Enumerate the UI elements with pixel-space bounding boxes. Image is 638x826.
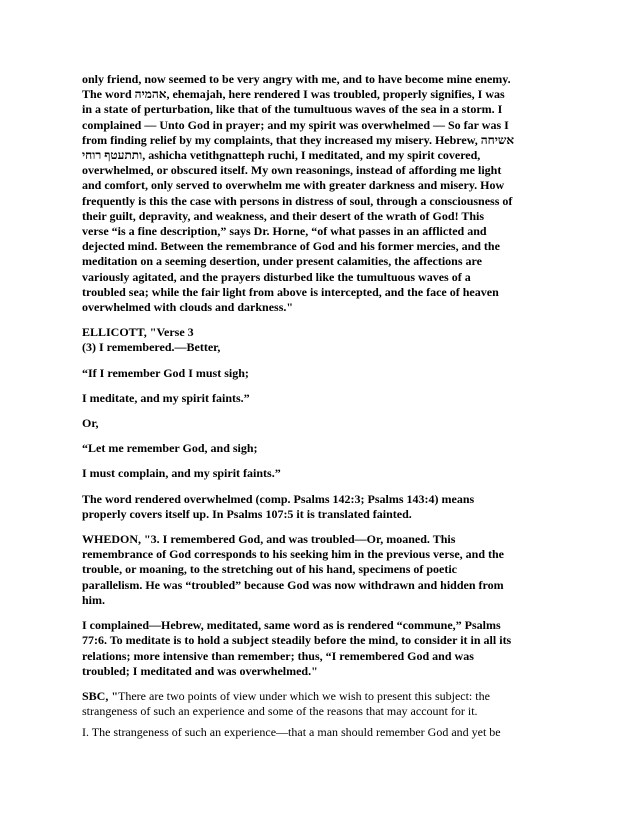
line-text: I meditate, and my spirit faints.” (82, 390, 250, 405)
paragraph-p10 (82, 618, 560, 679)
line-text: trouble, or moaning, to the stretching out of his hand, specimens of poetic (82, 562, 458, 577)
line-text: and comfort, only served to overwhelm me with greater darkness and misery. How (82, 178, 505, 193)
line-text: in a state of perturbation, like that of the tumultuous waves of the sea in a storm. I (82, 102, 503, 117)
text-line (82, 87, 560, 102)
text-line (82, 72, 560, 87)
line-text: “If I remember God I must sigh; (82, 365, 249, 380)
line-text: their guilt, depravity, and weakness, and their desert of the wrath of God! This (82, 208, 485, 223)
text-line (82, 441, 560, 456)
line-text: only friend, now seemed to be very angry with me, and to have become mine enemy. (82, 72, 511, 86)
text-line (82, 725, 560, 740)
text-line (82, 118, 560, 133)
text-line (82, 532, 560, 547)
line-text: 77:6. To meditate is to hold a subject steadily before the mind, to consider it in all its (82, 633, 512, 648)
text-line (82, 194, 560, 209)
line-text: ותתעטף רוחי, ashicha vetithgnatteph ruchi, I meditated, and my spirit covered, (82, 148, 481, 163)
line-text: relations; more intensive than remember; thus, “I remembered God and was (82, 648, 474, 663)
text-line (82, 366, 560, 381)
text-line (82, 593, 560, 608)
text-line (82, 178, 560, 193)
line-text: (3) I remembered.—Better, (82, 340, 221, 355)
text-line (82, 148, 560, 163)
paragraph-lead: SBC, " (82, 688, 119, 703)
paragraph-p6 (82, 441, 560, 456)
text-line (82, 562, 560, 577)
paragraph-p4 (82, 391, 560, 406)
text-line (82, 466, 560, 481)
paragraph-p9 (82, 532, 560, 608)
line-text: him. (82, 592, 106, 607)
text-line (82, 102, 560, 117)
text-line (82, 416, 560, 431)
text-line (82, 578, 560, 593)
line-text: frequently is this the case with persons in distress of soul, through a consciousness of (82, 193, 513, 208)
text-line (82, 547, 560, 562)
line-text: troubled; I meditated and was overwhelmed." (82, 663, 318, 678)
line-text: troubled sea; while the fair light from above is intercepted, and the face of heaven (82, 284, 499, 299)
text-line (82, 163, 560, 178)
line-text: overwhelmed, or obscured itself. My own reasonings, instead of affording me light (82, 163, 502, 178)
line-text: The word rendered overwhelmed (comp. Psalms 142:3; Psalms 143:4) means (82, 491, 475, 506)
line-text: dejected mind. Between the remembrance of God and his former mercies, and the (82, 239, 500, 254)
text-line (82, 300, 560, 315)
text-line (82, 209, 560, 224)
text-line (82, 704, 560, 719)
line-text: complained — Unto God in prayer; and my spirit was overwhelmed — So far was I (82, 117, 509, 132)
text-line (82, 325, 560, 340)
line-text: parallelism. He was “troubled” because God was now withdrawn and hidden from (82, 577, 504, 592)
line-text: overwhelmed with clouds and darkness." (82, 300, 294, 315)
text-line (82, 133, 560, 148)
text-line (82, 689, 560, 704)
paragraph-p5 (82, 416, 560, 431)
line-text: I complained—Hebrew, meditated, same word as is rendered “commune,” Psalms (82, 618, 501, 633)
line-text: strangeness of such an experience and some of the reasons that may account for it. (82, 704, 478, 719)
line-text: from finding relief by my complaints, that they increased my misery. Hebrew, אשיחה (82, 132, 515, 147)
line-text: meditation on a seeming desertion, under present calamities, the affections are (82, 254, 482, 269)
paragraph-p3 (82, 366, 560, 381)
line-text: “Let me remember God, and sigh; (82, 441, 258, 456)
document-page (82, 72, 560, 747)
paragraph-p7 (82, 466, 560, 481)
line-text: variously agitated, and the prayers disturbed like the tumultuous waves of a (82, 269, 471, 284)
paragraph-p8 (82, 492, 560, 522)
text-line (82, 633, 560, 648)
text-line (82, 492, 560, 507)
line-text: verse “is a fine description,” says Dr. Horne, “of what passes in an afflicted and (82, 224, 487, 239)
text-line (82, 340, 560, 355)
paragraph-p11 (82, 689, 560, 719)
line-text: remembrance of God corresponds to his seeking him in the previous verse, and the (82, 547, 504, 562)
text-line (82, 507, 560, 522)
text-line (82, 254, 560, 269)
text-line (82, 239, 560, 254)
line-text: I must complain, and my spirit faints.” (82, 466, 281, 481)
line-text: There are two points of view under which we wish to present this subject: the (118, 688, 490, 703)
line-text: WHEDON, "3. I remembered God, and was troubled—Or, moaned. This (82, 532, 456, 547)
text-line (82, 649, 560, 664)
line-text: properly covers itself up. In Psalms 107:5 it is translated fainted. (82, 506, 412, 521)
text-line (82, 391, 560, 406)
text-line (82, 285, 560, 300)
paragraph-p2 (82, 325, 560, 355)
line-text: The word אהמיה, ehemajah, here rendered I was troubled, properly signifies, I was (82, 87, 505, 102)
text-line (82, 618, 560, 633)
text-line (82, 270, 560, 285)
text-line (82, 224, 560, 239)
line-text: ELLICOTT, "Verse 3 (82, 325, 194, 340)
line-text: Or, (82, 416, 99, 431)
paragraph-p1 (82, 72, 560, 315)
text-line (82, 664, 560, 679)
paragraph-p12 (82, 725, 560, 740)
line-text: I. The strangeness of such an experience—that a man should remember God and yet be (82, 725, 501, 740)
